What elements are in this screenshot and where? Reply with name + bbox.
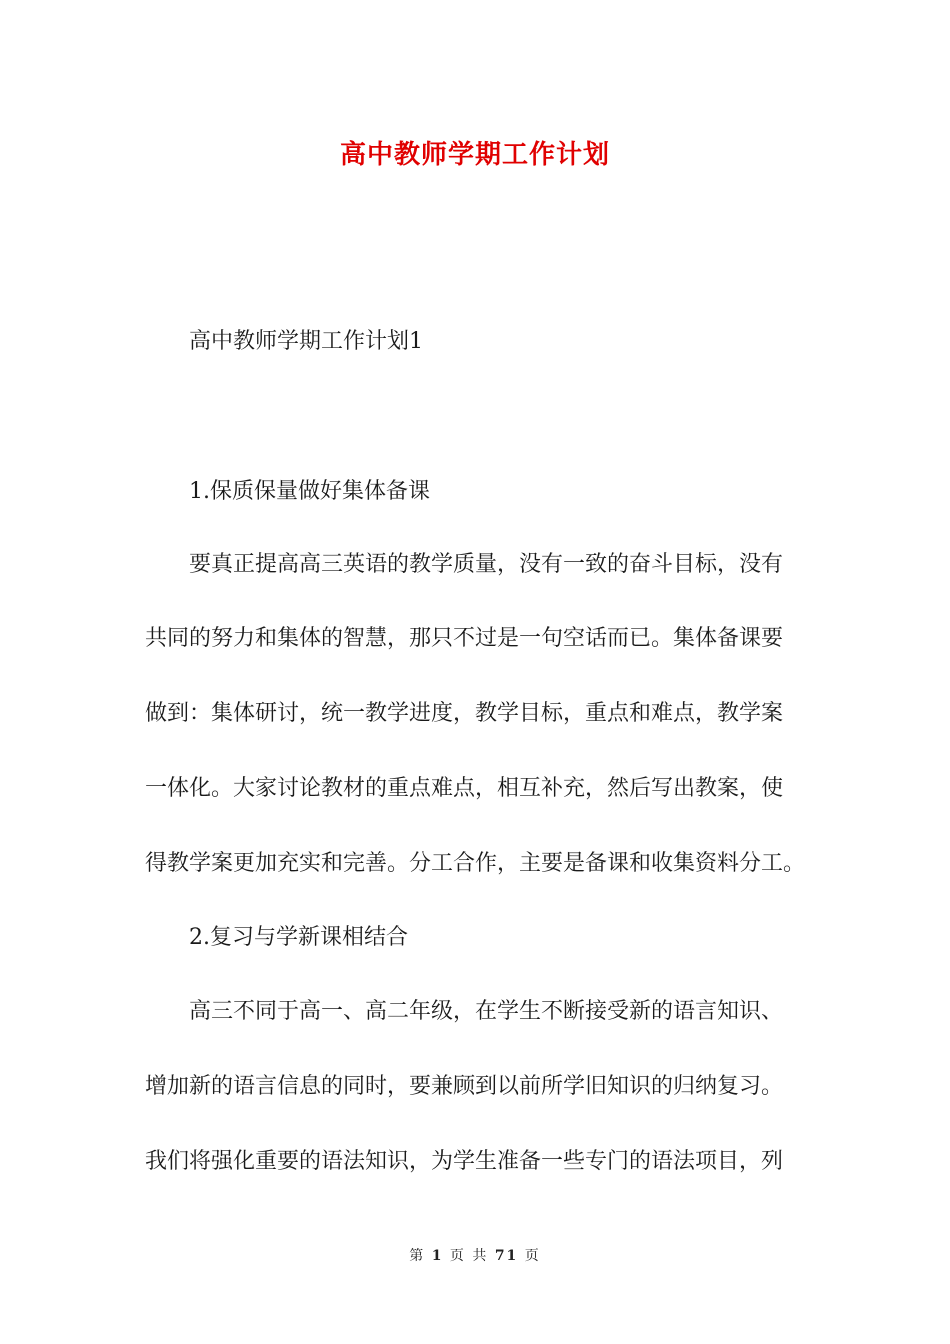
footer-prefix: 第 xyxy=(409,1248,426,1264)
paragraph-line: 得教学案更加充实和完善。分工合作，主要是备课和收集资料分工。 xyxy=(145,851,806,876)
footer-middle: 页 共 xyxy=(449,1248,489,1264)
page-footer xyxy=(0,1245,950,1265)
current-page-number: 1 xyxy=(431,1248,444,1264)
subheading: 2.复习与学新课相结合 xyxy=(189,925,408,950)
paragraph-line: 我们将强化重要的语法知识，为学生准备一些专门的语法项目，列 xyxy=(145,1149,784,1174)
paragraph-line: 高三不同于高一、高二年级，在学生不断接受新的语言知识、 xyxy=(189,999,784,1024)
paragraph-line: 要真正提高高三英语的教学质量，没有一致的奋斗目标，没有 xyxy=(189,552,784,577)
paragraph-line: 共同的努力和集体的智慧，那只不过是一句空话而已。集体备课要 xyxy=(145,626,784,651)
paragraph-line: 做到：集体研讨，统一教学进度，教学目标，重点和难点，教学案 xyxy=(145,701,784,726)
paragraph-line: 增加新的语言信息的同时，要兼顾到以前所学旧知识的归纳复习。 xyxy=(145,1074,784,1099)
total-pages-number: 71 xyxy=(494,1248,519,1264)
subheading: 1.保质保量做好集体备课 xyxy=(189,479,430,504)
document-title: 高中教师学期工作计划 xyxy=(339,140,610,170)
section-heading: 高中教师学期工作计划1 xyxy=(189,329,423,354)
footer-suffix: 页 xyxy=(524,1248,541,1264)
paragraph-line: 一体化。大家讨论教材的重点难点，相互补充，然后写出教案，使 xyxy=(145,776,784,801)
